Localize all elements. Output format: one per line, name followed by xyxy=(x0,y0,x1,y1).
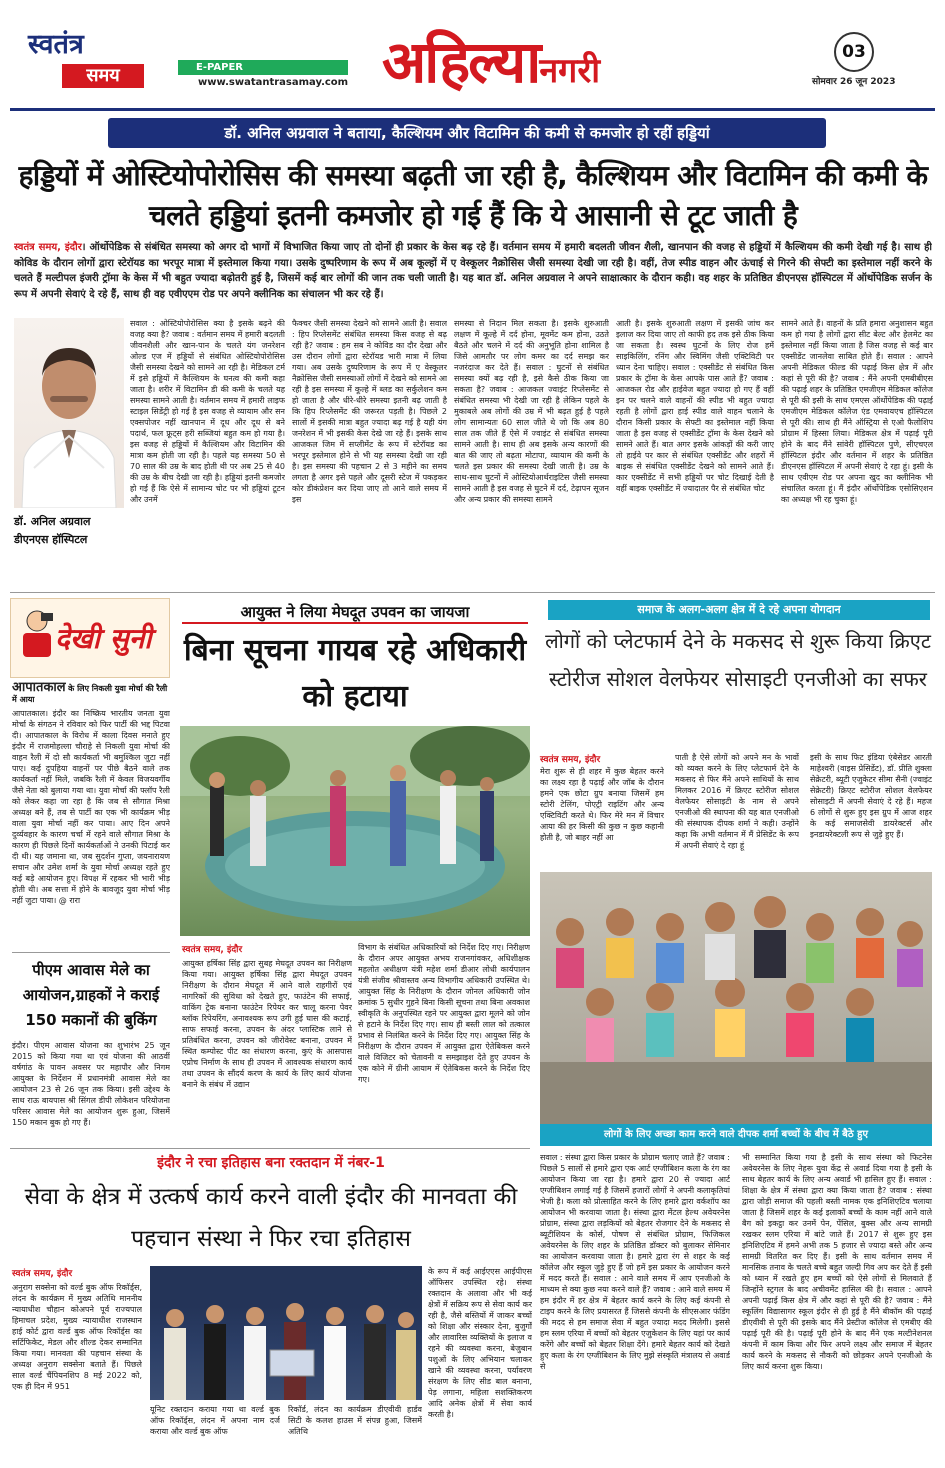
raktdaan-photo-caption-1: यूनिट रक्तदान कराया गया था वर्ल्ड बुक ऑफ रिकॉर्ड्स, लंदन में अपना नाम दर्ज कराया और वर्ल्ड बुक ऑफ xyxy=(150,1405,280,1436)
lead-dateline: स्वतंत्र समय, इंदौर xyxy=(14,242,82,253)
raktdaan-photo-scene xyxy=(150,1266,422,1400)
dekhi-suni-lead-word: आपातकाल xyxy=(12,680,66,695)
lead-headline: हड्डियों में ओस्टियोपोरोसिस की समस्या बढ़ती जा रही है, कैल्शियम और विटामिन की कमी के चलते हड्डियां इतनी कमजोर हो गई हैं कि ये आसानी से टूट जाती है xyxy=(18,159,928,232)
ngo-column-3: इसी के साथ फिट इंडिया एंबेसेडर आरती माहेश्वरी (वाइस प्रेसिडेंट), डॉ. प्रीति शुक्ला सेक्रेटरी, ब्यूटी एजुकेटर सीमा सैनी (ज्वाइंट सेक्रेटरी) क्रिएट स्टोरीज सोशल वेलफेयर सोसाइटी में अपनी सेवाएं दे रहे हैं। महज 6 लोगों से शुरू हुए इस ग्रुप में आज शहर के कई समाजसेवी डायरेक्टर्स और इनडायरेक्टली रूप से जुड़े हुए हैं। xyxy=(810,753,932,839)
raktdaan-headline: सेवा के क्षेत्र में उत्कर्ष कार्य करने वाली इंदौर की मानवता की पहचान संस्था ने फिर रचा इतिहास xyxy=(24,1184,518,1252)
masthead-rule xyxy=(10,108,935,111)
title-ahilya: अहिल्या xyxy=(382,28,540,96)
raktdaan-photo-caption-2: रिकॉर्ड, लंदन का कार्यक्रम डीएवीवी हार्डव सिटी के कलश हाउस में संपन्न हुआ, जिसमें अतिथि xyxy=(288,1405,422,1436)
lead-column-4: आती है। इसके शुरुआती लक्षण में इसकी जांच कर इलाज कर दिया जाए तो काफी हद तक इसे ठीक किया जा सकता है। स्वस्थ घुटनों के लिए रोज हमें साइकिलिंग, रनिंग और स्विमिंग जैसी एक्टिविटी पर ध्यान देना चाहिए। सवाल : एक्सीडेंट से संबंधित किस प्रकार के ट्रॉमा के केस आपके पास आते हैं? जवाब : आजकल रोड और हाईवेज बहुत ज्यादा हो गए हैं वहीं इन पर चलने वाले वाहनों की स्पीड भी बहुत ज्यादा रहती है लोगों द्वारा हाई स्पीड वाले वाहन चलाने के दौरान किसी प्रकार के सेफ्टी का इस्तेमाल नहीं किया जाता है इस वजह से एक्सीडेंट ट्रॉमा के केस देखने को सामने आते हैं। बात अगर इसके आंकड़ों की करी जाए तो हाईवे पर कार से संबंधित एक्सीडेंट और शहरों में बाइक से संबंधित एक्सीडेंट देखने को सामने आते हैं। कार एक्सीडेंट में सभी हड्डियों पर चोट दिखाई देती है वहीं बाइक एक्सीडेंट में ज्यादातर पैर से संबंधित चोट xyxy=(616,319,774,493)
raktdaan-top-rule xyxy=(10,1148,530,1149)
meghdoot-column-1: आयुक्त हर्षिका सिंह द्वारा सुबह मेघदूत उपवन का निरीक्षण किया गया। आयुक्त हर्षिका सिंह द्वारा मेघदूत उपवन निरीक्षण के दौरान मेघदूत में आने वाले राहगीरों एवं नागरिकों की सुविधा को देखते हुए, फाउंटेन की सफाई, वाकिंग ट्रेक बनाना फाउंटेन रिपेयर कर चालू करना पेवर ब्लॉक रिपेयरिंग, अनावश्यक रूप उगी हुई घास की कटाई, साफ सफाई करना, उपवन के अंदर प्लास्टिक लाने से प्रतिबंधित करना, उपवन को जीरोवेस्ट बनाना, उपवन में स्थित कम्पोस्ट पीट का संधारण करना, कुएं के आसपास एप्रोच निर्माण के साथ ही उपवन में आवश्यक संधारण कार्य तथा उपवन के सौंदर्य करण के कार्य के लिए कार्य योजना बनाने के संबंध में उद्यान xyxy=(182,959,352,1089)
title-nagari: नगरी xyxy=(539,51,601,91)
raktdaan-kicker: इंदौर ने रचा इतिहास बना रक्तदान में नंबर-1 xyxy=(157,1155,385,1171)
reporter-icon xyxy=(17,607,57,667)
issue-date: सोमवार 26 जून 2023 xyxy=(812,77,896,87)
pm-awas-headline: पीएम आवास मेले का आयोजन,ग्राहकों ने कराई 150 मकानों की बुकिंग xyxy=(22,961,160,1029)
ngo-column-2: पाती है ऐसे लोगों को अपने मन के भावों को व्यक्त करने के लिए प्लेटफार्म देने के मकसद से फिर मैंने अपने साथियों के साथ मिलकर 2016 में क्रिएट स्टोरीज सोशल वेलफेयर सोसाइटी के नाम से अपने एनजीओ की स्थापना की यह बात एनजीओ की संस्थापक दीपक शर्मा ने कही। उन्होंने कहा कि अभी वर्तमान में मैं प्रेसिडेंट के रूप में अपनी सेवाएं दे रहा हूं xyxy=(675,753,799,850)
dekhi-suni-rule xyxy=(12,952,170,953)
meghdoot-kicker: आयुक्त ने लिया मेघदूत उपवन का जायजा xyxy=(182,600,528,624)
doctor-portrait-figure xyxy=(14,318,124,508)
epaper-badge: E-PAPER xyxy=(178,60,348,75)
lead-bottom-rule xyxy=(10,592,935,593)
logo-swatantra: स्वतंत्र xyxy=(28,29,84,60)
pm-awas-body: इंदौर। पीएम आवास योजना का शुभारंभ 25 जून 2015 को किया गया था एवं योजना की आठवीं वर्षगांठ के पावन अवसर पर महापौर और निगम आयुक्त के निर्देशन में प्रधानमंत्री आवास मेले का आयोजन 23 से 26 जून तक किया। इसी उद्देश्य के साथ राऊ बायपास श्री सिंगल डीपी लोकेशन परियोजना परिसर आवास मेले का आयोजन शुरू हुआ, जिसमें 150 मकान बुक हो गए हैं। xyxy=(12,1041,170,1127)
logo-samay: समय xyxy=(62,64,144,88)
lead-column-3: समस्या से निदान मिल सकता है। इसके शुरुआती लक्षण में कूल्हे में दर्द होना, मूवमेंट कम होना, उठते बैठते और चलने में दर्द की अनुभूति होना शामिल है जिसे आमतौर पर लोग कमर का दर्द समझ कर नजरंदाज कर देते हैं। सवाल : घुटनों से संबंधित समस्या क्यों बढ़ रही है, इसे कैसे ठीक किया जा सकता है? जवाब : आजकल ज्वाइंट रिप्लेसमेंट से संबंधित समस्या भी देखी जा रही है लेकिन पहले के मुकाबले अब लोगों की उम्र में भी बढ़त हुई है पहले लोग सामान्यतः 60 साल जीते थे जो कि अब 80 साल तक जीते हैं ऐसे में ज्वाइंट से संबंधित समस्या सामने आती है। साथ ही अब इसके अन्य कारणों की बात की जाए तो बढ़ता मोटापा, व्यायाम की कमी के चलते इस प्रकार की समस्या देखी जाती है। उम्र के साथ-साथ घुटनों में ओस्टियोआर्थराइटिस जैसी समस्या सामने आती है इस वजह से घुटने में दर्द, टेढ़ापन सूजन और अन्य प्रकार की समस्या सामने xyxy=(454,319,609,504)
lead-intro-text: । ऑर्थोपेडिक से संबंधित समस्या को अगर दो भागों में विभाजित किया जाए तो दोनों ही प्रकार के केस बढ़ रहे हैं। वर्तमान समय में हमारी बदलती जीवन शैली, खानपान की वजह से हड्डियों में कैल्शियम की कमी देखी गई है। साथ ही कोविड के दौरान लोगों द्वारा स्टेरॉयड का भरपूर मात्रा में इस्तेमाल किया गया। उसके दुष्परिणाम के रूप में अब कूल्हों में ए वेस्कूलर नैक्रोसिस जैसी समस्या देखी जा रही है। वहीं, तेज स्पीड वाहन और ऊंचाई से गिरने की सेफ्टी का इस्तेमाल नहीं करने के चलते हैं मल्टीपल इंजरी ट्रॉमा के केस में भी बहुत ज्यादा बढ़ोतरी हुई है, जिसमें कई बार लोगों की जान तक चली जाती है। यह बात डॉ. अनिल अग्रवाल ने अपने साक्षात्कार के दौरान कही। वह शहर के प्रतिष्ठित डीएनएस हॉस्पिटल में ऑर्थोपेडिक सर्जन के रूप में अपनी सेवाएं दे रहे हैं, साथ ही वह एवीएएम रोड पर अपने क्लीनिक का संचालन भी कर रहे हैं। xyxy=(14,242,932,300)
raktdaan-column-1: अनुराग सक्सेना को वर्ल्ड बुक ऑफ रिकॉर्ड्स, लंदन के कार्यक्रम में मुख्य अतिथि माननीय न्यायाधीश चौहान कोअपने पूर्व राज्यपाल हिमाचल प्रदेश, मुख्य न्यायाधीश राजस्थान हाई कोर्ट द्वारा वर्ल्ड बुक ऑफ रिकॉर्ड्स का सर्टिफिकेट, मेडल और शील्ड देकर सम्मानित किया गया। मानवता की पहचान संस्था के अध्यक्ष अनुराग सक्सेना बताते हैं। पिछले साल वर्ल्ड चैंपियनशिप 8 मई 2022 को, एक ही दिन में 951 xyxy=(12,1283,142,1391)
ngo-photo-caption: लोगों के लिए अच्छा काम करने वाले दीपक शर्मा बच्चों के बीच में बैठे हुए xyxy=(603,1129,869,1140)
raktdaan-photo xyxy=(150,1266,422,1400)
raktdaan-dateline: स्वतंत्र समय, इंदौर xyxy=(12,1269,73,1279)
dekhi-suni-lead xyxy=(12,682,170,706)
lead-intro xyxy=(14,240,932,302)
ngo-column-4: सवाल : संस्था द्वारा किस प्रकार के प्रोग्राम चलाए जाते हैं? जवाब : पिछले 5 सालों से हमारे द्वारा एक आर्ट एग्जीबिशन कला के रंग का आयोजन किया जा रहा है। हमारे द्वारा 20 से ज्यादा आर्ट एग्जीबिशन लगाई गई है जिसमें हजारों लोगों ने अपनी कलाकृतियां भेजी है। कला को प्रोत्साहित करने के लिए हमारे द्वारा वर्कशॉप का आयोजन भी करवाया जाता है। संस्था द्वारा मेंटल हेल्थ अवेयरनेस प्रोग्राम, संस्था द्वारा लड़कियों को बेहतर रोजगार देने के मकसद से ब्यूटीशियन के कोर्स, पोषण से संबंधित प्रोग्राम, फिजिकल अवेयरनेस के लिए शहर के प्रतिष्ठित डॉक्टर को बुलाकर सेमिनार का आयोजन करवाया जाता है। हमारे द्वारा रंग से शहर के कई कॉलेज और स्कूल जुड़े हुए हैं जो हमें इस प्रकार के आयोजन करने में मदद करते हैं। सवाल : आने वाले समय में आप एनजीओ के माध्यम से क्या कुछ नया करने वाले हैं? जवाब : आने वाले समय में हम इंदौर में हर क्षेत्र में बेहतर कार्य करने के लिए कई कंपनी से टाइप करने के लिए प्रयासरत हैं जिससे कंपनी के सीएसआर फंडिंग की मदद से हम समाज सेवा में बहुत ज्यादा मदद मिलेगी। इससे हम स्लम एरिया में बच्चों को बेहतर एजुकेशन के लिए यहां पर कार्य करेंगे और बच्चों को बेहतर शिक्षा देंगे। हमारे बेहतर कार्य को देखते हुए कला के रंग एग्जीबिशन के लिए मुझे संस्कृति मंत्रालय से अवार्ड से xyxy=(540,1153,730,1371)
lead-column-2: फैक्चर जैसी समस्या देखने को सामने आती है। सवाल : हिप रिप्लेसमेंट संबंधित समस्या किस वजह से बढ़ रही है? जवाब : हम सब ने कोविड का दौर देखा और उस दौरान लोगों द्वारा स्टेरॉयड भारी मात्रा में लिया गया। अब उसके दुष्परिणाम के रूप में ए वेस्कूलर नैक्रोसिस जैसी समस्याओं लोगों में देखने को सामने आ रही है इस समस्या में कूल्हे में ब्लड का सर्कुलेशन कम हो जाता है और धीरे-धीरे समस्या इतनी बढ़ जाती है कि हिप रिप्लेसमेंट की जरूरत पड़ती है। पिछले 2 सालों में इसकी मात्रा बहुत ज्यादा बढ़ गई है यही यंग जनरेशन में भी इसकी केस देखे जा रहे हैं। इसके साथ आजकल जिम में सप्लीमेंट के रूप में स्टेरॉयड का भरपूर इस्तेमाल होने से भी यह समस्या देखी जा रही है। इस समस्या की पहचान 2 से 3 महीने का समय लगता है अगर इसे पहले और दूसरी स्टेज में पकड़कर कोर डीकंप्रेशन कर दिया जाए तो आने वाले समय में इस xyxy=(292,319,447,504)
raktdaan-column-2: के रूप में कई आईएएस आईपीएस ऑफिसर उपस्थित रहे। संस्था रक्तदान के अलावा और भी कई क्षेत्रों में सक्रिय रूप से सेवा कार्य कर रही है, जैसे बस्तियों में जाकर बच्चों को शिक्षा और संस्कार देना, बुजुर्गों और लावारिस व्यक्तियों के इलाज व रहने की व्यवस्था करना, बेजुबान पशुओं के लिए अभियान चलाकर खाने की व्यवस्था करना, पर्यावरण संरक्षण के लिए सीड बाल बनाना, पेड़ लगाना, महिला सशक्तिकरण आदि अनेक क्षेत्रों में सेवा कार्य करती है। xyxy=(428,1267,532,1419)
site-url[interactable]: www.swatantrasamay.com xyxy=(198,77,349,88)
ngo-column-5: भी सम्मानित किया गया है इसी के साथ संस्था को फिटनेस अवेयरनेस के लिए नेहरू युवा केंद्र से अवार्ड दिया गया है इसी के साथ बेहतर कार्य के लिए अन्य अवार्ड भी हासिल हुए हैं। सवाल : शिक्षा के क्षेत्र में संस्था द्वारा क्या किया जाता है? जवाब : संस्था द्वारा जोड़ी समाज की पहली बस्ती नामक एक इनिशिएटिव चलाया जाता है जिसमें शहर के कई इलाकों बच्चों के काम नहीं आने वाले बैग को इकट्ठा कर उनमें पेन, पेंसिल, बुक्स और अन्य सामग्री रखकर स्लम एरिया में बांटे जाते हैं। 2017 से शुरू हुए इस इनिशिएटिव में हमने अभी तक 5 हजार से ज्यादा बस्ते और अन्य सामग्री वितरित कर दिए हैं। इसी के साथ वर्तमान समय में मानसिक तनाव के चलते बच्चे बहुत जल्दी गिव अप कर देते हैं इसी को ध्यान में रखते हुए हम बच्चों को ऐसे लोगों से मिलवाते हैं जिन्होंने स्ट्रगल के बाद अचीवमेंट हासिल की है। सवाल : आपने अपनी पढ़ाई किस क्षेत्र में और कहां से पूरी की है? जवाब : मैंने स्कूलिंग विद्यासागर स्कूल इंदौर से ही हुई है मैंने बीकॉम की पढ़ाई डीएवीवी से पूरी की इसके बाद मैंने प्रेस्टीज कॉलेज से एमबीए की पढ़ाई पूरी की है। पढ़ाई पूरी होने के बाद मैंने एक मल्टीनेशनल कंपनी में काम किया और फिर अपने लक्ष्य और समाज में बेहतर कार्य करने के मकसद से नौकरी को छोड़कर अपने एनजीओ के लिए कार्य करना शुरू किया। xyxy=(742,1153,932,1371)
meghdoot-column-2: विभाग के संबंधित अधिकारियों को निर्देश दिए गए। निरीक्षण के दौरान अपर आयुक्त अभय राजनगांवकर, अधिशीक्षक महलोत अधीक्षण यंत्री महेश शर्मा डीआर लोधी कार्यपालन यंत्री संजीव श्रीवास्तव अन्य विभागीय अधिकारी उपस्थित थे। आयुक्त सिंह के निरीक्षण के दौरान जोनल अधिकारी जोन क्रमांक 5 सुधीर गुहने बिना किसी सूचना तथा बिना अवकाश स्वीकृति के अनुपस्थित रहने पर आयुक्त द्वारा मूलने को जोन से हटाने के निर्देश दिए गए। साथ ही बस्ती लाल को तत्काल प्रभाव से निलंबित करने के निर्देश दिए गए। आयुक्त सिंह के निरीक्षण के दौरान उपवन में आयुक्त द्वारा ऐतेबिकस करने वाले विजिटर को चेतावनी व समझाइश देते हुए उपवन के एक कोने में ग्रीनी आयाम में ऐतेबिकस करने के निर्देश दिए गए। xyxy=(358,943,530,1084)
ngo-column-1: मेरा शुरू से ही शहर में कुछ बेहतर करने का लक्ष्य रहा है पढ़ाई और जॉब के दौरान हमने एक छोटा ग्रुप बनाया जिसमें हम स्टोरी टेलिंग, पोएट्री राइटिंग और अन्य एक्टिविटी करते थे। फिर मेरे मन में विचार आया की हर किसी की कुछ न कुछ कहानी होती है, जो बाहर नहीं आ xyxy=(540,767,664,842)
meghdoot-dateline: स्वतंत्र समय, इंदौर xyxy=(182,945,243,955)
portrait-role: डीएनएस हॉस्पिटल xyxy=(14,533,88,546)
meghdoot-photo-scene xyxy=(180,726,530,936)
dekhi-suni-lead-rest: के लिए निकली युवा मोर्चा की रैली में आया xyxy=(12,684,168,704)
masthead xyxy=(0,0,945,112)
lead-kicker: डॉ. अनिल अग्रवाल ने बताया, कैल्शियम और विटामिन की कमी से कमजोर हो रहीं हड्डियां xyxy=(224,124,710,142)
lead-column-1: सवाल : ओस्टियोपोरोसिस क्या है इसके बढ़ने की वजह क्या है? जवाब : वर्तमान समय में हमारी बदलती जीवनशैली और खान-पान के चलते यंग जनरेशन ओल्ड एज में हड्डियों से संबंधित ओस्टियोपोरोसिस जैसी समस्या देखने को सामने आ रही है। मेडिकल टर्म में इसे हड्डियों में कैल्शियम के घनत्व की कमी कहा जाता है। शरीर में विटामिन डी की कमी के चलते यह समस्या सामने आती है। वर्तमान समय में हमारी लाइफ स्टाइल सिडेंट्री हो गई है इस वजह से व्यायाम और सन एक्सपोजर नहीं खानपान में दूध और दूध से बने पदार्थ, फल फ्रूट्स हरी सब्जियां बहुत कम हो गया है। इस वजह से हड्डियों में कैल्शियम और विटामिन की मात्रा कम होती जा रही है। पहले यह समस्या 50 से 70 साल की उम्र के बाद होती थी पर अब 25 से 40 की उम्र के बीच देखी जा रही है। हड्डियां इतनी कमजोर हो गई हैं कि ऐसे में सामान्य चोट पर भी हड्डियां टूटन और उनमें xyxy=(130,319,285,504)
masthead-title xyxy=(382,22,792,102)
meghdoot-headline: बिना सूचना गायब रहे अधिकारी को हटाया xyxy=(183,633,527,714)
doctor-portrait xyxy=(14,318,124,508)
dekhi-suni-logo-box xyxy=(10,598,170,678)
ngo-dateline: स्वतंत्र समय, इंदौर xyxy=(540,755,601,765)
ngo-headline: लोगों को प्लेटफार्म देने के मकसद से शुरू किया क्रिएट स्टोरीज सोशल वेलफेयर सोसाइटी एनजीओ का सफर xyxy=(545,629,931,691)
dekhi-suni-logo: देखी सुनी xyxy=(55,622,152,655)
meghdoot-photo xyxy=(180,726,530,936)
portrait-name: डॉ. अनिल अग्रवाल xyxy=(14,515,91,528)
ngo-photo-scene xyxy=(540,872,932,1134)
lead-column-5: सामने आते हैं। वाहनों के प्रति हमारा अनुशासन बहुत कम हो गया है लोगों द्वारा सीट बेल्ट और हेलमेट का इस्तेमाल नहीं किया जाता है जिस वजह से कई बार एक्सीडेंट जानलेवा साबित होते हैं। सवाल : आपने अपनी मेडिकल फील्ड की पढ़ाई किस क्षेत्र में और कहां से पूरी की है? जवाब : मैंने अपनी एमबीबीएस की पढ़ाई शहर के प्रतिष्ठित एमजीएम मेडिकल कॉलेज से पूरी की इसी के साथ एमएस ऑर्थोपेडिक की पढ़ाई एमजीएम मेडिकल कॉलेज एंड एमवायएच हॉस्पिटल से पूरी की। साथ ही मैंने ऑस्ट्रिया से एओ फैलोशिप प्रोग्राम में हिस्सा लिया। मेडिकल क्षेत्र में पढ़ाई पूरी होने के बाद मैंने सांवेरी हॉस्पिटल पुणे, सीएचएल हॉस्पिटल इंदौर और वर्तमान में शहर के प्रतिष्ठित डीएनएस हॉस्पिटल में अपनी सेवाएं दे रहा हूं। इसी के साथ एवीएम रोड पर अपना खुद का क्लीनिक भी संचालित करता हूं। मैं इंदौर ऑर्थोपेडिक एसोसिएशन का अध्यक्ष भी रह चुका हूं। xyxy=(781,319,933,504)
ngo-photo xyxy=(540,872,932,1134)
ngo-kicker: समाज के अलग-अलग क्षेत्र में दे रहे अपना योगदान xyxy=(637,603,841,616)
page-number: 03 xyxy=(834,32,874,72)
dekhi-suni-body: आपातकाल। इंदौर का निष्क्रिय भारतीय जनता युवा मोर्चा के संगठन ने रविवार को फिर पार्टी की भद्द पिटवा दी। आपातकाल के विरोध में काला दिवस मनाते हुए इंदौर में राजमोहल्ला चौराहे से निकली युवा मोर्चा की वाहन रैली में दो सौ कार्यकर्ता भी बमुश्किल जुटा नहीं पाए। कई दुपहिया वाहनों पर पीछे बैठने वाले तक कार्यकर्ता नहीं मिले, जबकि रैली में केवल विजयवर्गीय जैसे नेता को बुलाया गया था। युवा मोर्चा की फ्लॉप रैली को लेकर कहा जा रहा है कि जब से सौगात मिश्रा अध्यक्ष बने हैं, तब से पार्टी का एक भी कार्यक्रम भीड़ वाला युवा मोर्चा नहीं कर पाया। आए दिन अपने दुर्व्यवहार के कारण चर्चा में रहने वाले सौगात मिश्रा के कारण ही पिछले दिनों कार्यकर्ताओं ने उनकी पिटाई कर दी थी। यह जमाना था, जब सुदर्शन गुप्ता, जयनारायण सचान और उमेश शर्मा के युवा मोर्चा अध्यक्ष रहते हुए कई बड़े आयोजन हुए। विपक्ष में रहकर भी भारी भीड़ होती थी। अब सत्ता में होने के बावजूद युवा मोर्चा भीड़ नहीं जुटा पाया। @ रारा xyxy=(12,709,170,905)
